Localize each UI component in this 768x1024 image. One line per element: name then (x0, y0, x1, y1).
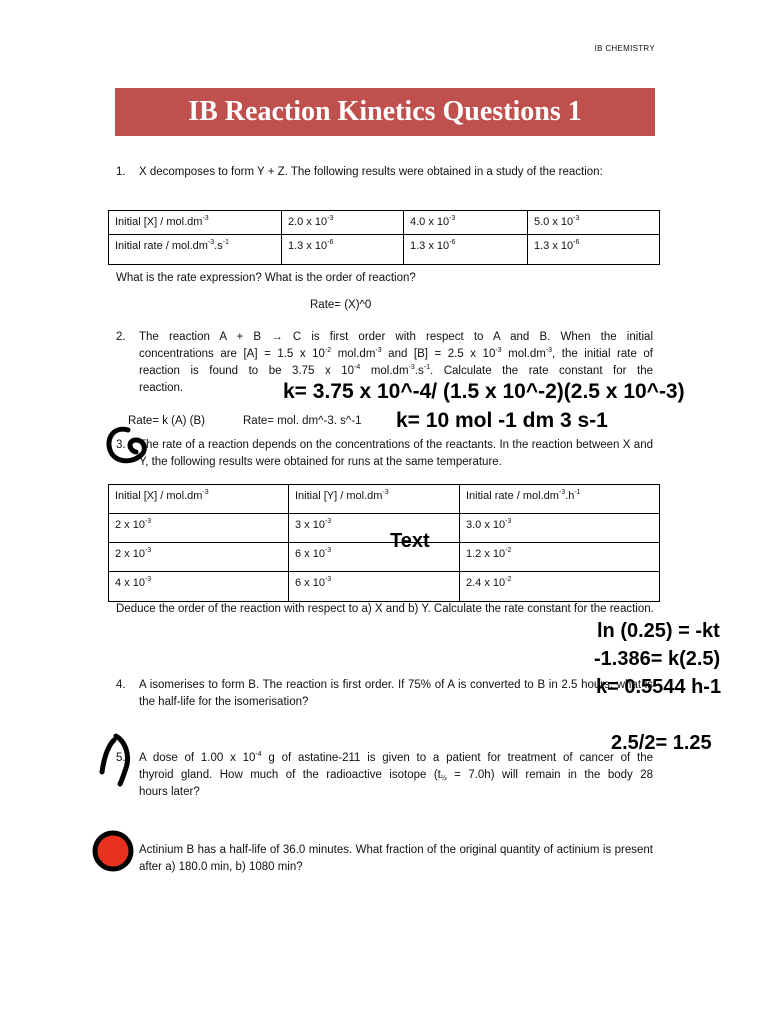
table-row (109, 235, 660, 265)
table-cell: 3.0 x $10^{-3}$ (460, 514, 660, 543)
table-row (109, 572, 660, 602)
table-cell: 2.4 x $10^{-2}$ (460, 572, 660, 602)
q5-line2: thyroid gland. How much of the radioactive isotope $(t_{\frac{1}{2}} = 7.0h)$ will remain in the body 28 (139, 769, 653, 782)
q3-header-y: Initial $[Y] / mol.dm^{-3}$ (289, 485, 460, 514)
q3-header-rate: Initial rate / $mol.dm^{-3}.h^{-1}$ (460, 485, 660, 514)
red-dot-icon (90, 828, 136, 874)
q3-text: The rate of a reaction depends on the concentrations of the reactants. In the reaction between X and Y, the following results were obtained for runs at the same temperature. (139, 439, 653, 468)
q5-line1: A dose of 1.00 x $10^{-4}$ g of astatine-211 is given to a patient for treatment of cancer of the (139, 751, 654, 764)
q2-answer-rate: Rate= k (A) (B) (128, 415, 206, 427)
table-cell: 2 x $10^{-3}$ (109, 514, 289, 543)
table-cell: 4.0 x $10^{-3}$ (404, 211, 528, 235)
table-row (109, 514, 660, 543)
q5-number: 5. (116, 752, 126, 764)
table-cell: 1.3 x $10^{-6}$ (404, 235, 528, 265)
table-cell: 1.3 x $10^{-6}$ (528, 235, 660, 265)
q1-row2-label: Initial rate / $mol.dm^{-3}.s^{-1}$ (109, 235, 282, 265)
table-row (109, 543, 660, 572)
q5-text (139, 750, 653, 801)
q4-answer-1: ln (0.25) = -kt (597, 620, 720, 642)
header-subject: IB CHEMISTRY (594, 44, 655, 53)
q2-answer-units: Rate= mol. dm^-3. s^-1 (243, 415, 362, 427)
q3-header-x: Initial $[X] / mol.dm^{-3}$ (109, 485, 289, 514)
table-cell: 6 x $10^{-3}$ (289, 543, 460, 572)
q6-text: Actinium B has a half-life of 36.0 minutes. What fraction of the original quantity of actinium is present after a) 180.0 min, b) 1080 min? (139, 844, 653, 873)
table-cell: 1.2 x $10^{-2}$ (460, 543, 660, 572)
q2-number: 2. (116, 331, 126, 343)
q2-answer-k1: k= 3.75 x 10^-4/ (1.5 x 10^-2)(2.5 x 10^-3) (283, 380, 685, 403)
q3-overlay-text[interactable]: Text (390, 530, 430, 552)
q1-question: What is the rate expression? What is the order of reaction? (116, 272, 416, 284)
q1-number: 1. (116, 166, 126, 178)
q1-answer: Rate= (X)^0 (310, 299, 372, 311)
table-cell: 4 x $10^{-3}$ (109, 572, 289, 602)
table-row (109, 485, 660, 514)
scribble-circle-icon (100, 420, 156, 472)
q3-question: Deduce the order of the reaction with respect to a) X and b) Y. Calculate the rate constant for the reaction. (116, 603, 654, 615)
q1-row1-label: Initial $[X] / mol.dm^{-3}$ (109, 211, 282, 235)
q4-answer-3: k= 0.5544 h-1 (596, 676, 722, 698)
q3-table (108, 484, 660, 602)
q4-answer-2: -1.386= k(2.5) (594, 648, 721, 670)
table-row (109, 211, 660, 235)
q3-number: 3. (116, 439, 126, 451)
q2-answer-k2: k= 10 mol -1 dm 3 s-1 (396, 409, 608, 432)
table-cell: 2.0 x $10^{-3}$ (282, 211, 404, 235)
q1-table (108, 210, 660, 265)
table-cell: 1.3 x $10^{-6}$ (282, 235, 404, 265)
q5-line3: hours later? (139, 786, 200, 798)
table-cell: 5.0 x $10^{-3}$ (528, 211, 660, 235)
q4-text: A isomerises to form B. The reaction is first order. If 75% of A is converted to B in 2.5 hours, what is the half-life for the isomerisation? (139, 679, 653, 708)
q4-answer-4: 2.5/2= 1.25 (611, 732, 712, 754)
q4-number: 4. (116, 679, 126, 691)
q2-line4: reaction. (139, 382, 184, 394)
table-cell: 2 x $10^{-3}$ (109, 543, 289, 572)
page-title: IB Reaction Kinetics Questions 1 (115, 88, 655, 136)
table-cell: 3 x $10^{-3}$ (289, 514, 460, 543)
table-cell: 6 x $10^{-3}$ (289, 572, 460, 602)
q2-line1: The reaction A + B → C is first order with respect to A and B. When the initial (139, 331, 653, 343)
q2-line2: concentrations are [A] = 1.5 x $10^{-2}$ $mol.dm^{-3}$ and [B] = 2.5 x $10^{-3}$ $mol.dm^{-3}$, the initial rate of (139, 347, 653, 360)
q2-line3: reaction is found to be 3.75 x $10^{-4}$ $mol.dm^{-3}.s^{-1}$. Calculate the rate constant for the (139, 364, 654, 377)
q1-text: X decomposes to form Y + Z. The following results were obtained in a study of the reaction: (139, 166, 603, 178)
